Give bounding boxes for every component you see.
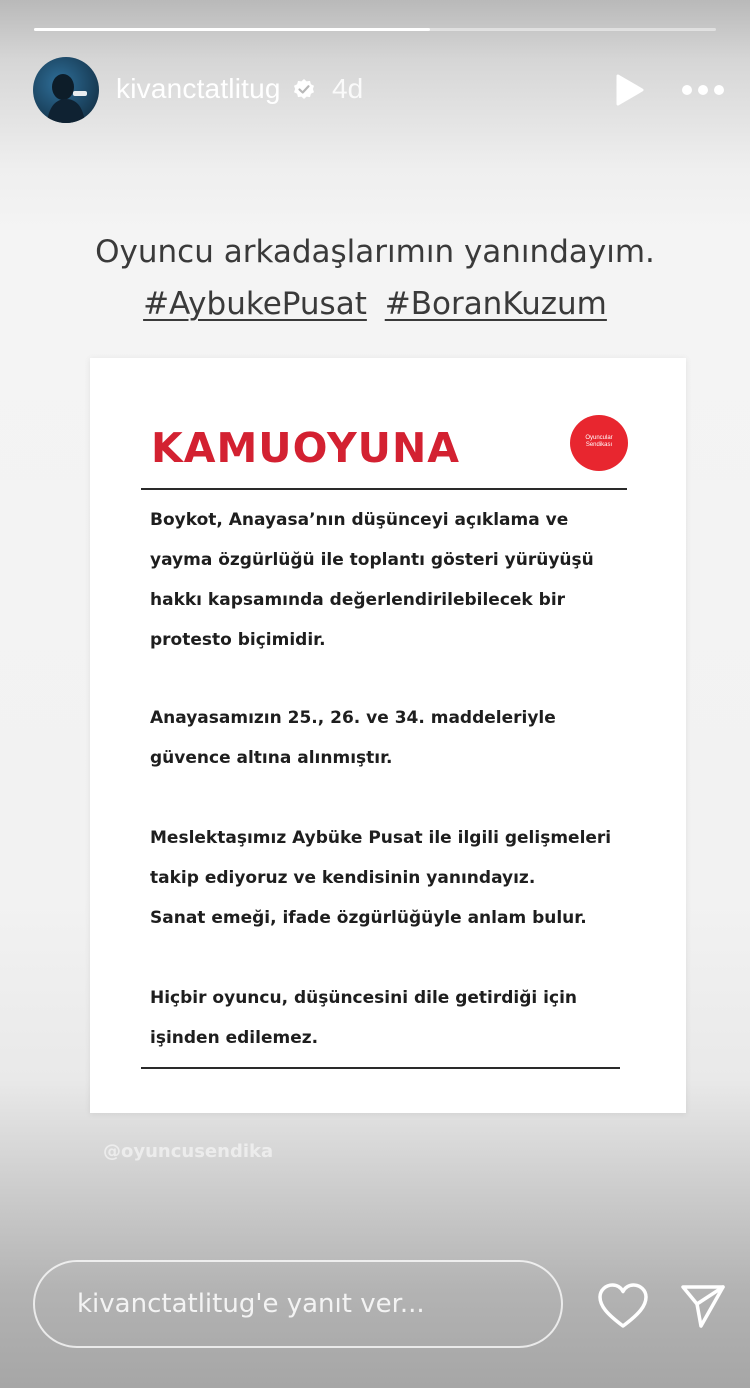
paragraph-line: işinden edilemez. bbox=[150, 1028, 319, 1048]
statement-paragraph-1 bbox=[150, 500, 594, 660]
avatar[interactable] bbox=[33, 57, 99, 123]
paragraph-line: güvence altına alınmıştır. bbox=[150, 748, 393, 768]
play-icon[interactable] bbox=[612, 73, 646, 107]
paragraph-line: Anayasamızın 25., 26. ve 34. maddeleriyle bbox=[150, 708, 556, 728]
story-username[interactable]: kivanctatlitug bbox=[116, 73, 281, 104]
union-logo bbox=[570, 415, 628, 471]
divider-bottom bbox=[141, 1067, 620, 1069]
paragraph-line: Meslektaşımız Aybüke Pusat ile ilgili gelişmeleri bbox=[150, 828, 612, 848]
paragraph-line: yayma özgürlüğü ile toplantı gösteri yürüyüşü bbox=[150, 550, 594, 570]
logo-text-line2: Sendikası bbox=[585, 442, 613, 448]
send-icon[interactable] bbox=[679, 1282, 727, 1330]
story-progress-bar bbox=[34, 28, 716, 31]
paragraph-line: Hiçbir oyuncu, düşüncesini dile getirdiği için bbox=[150, 988, 578, 1008]
paragraph-line: hakkı kapsamında değerlendirilebilecek bir bbox=[150, 590, 566, 610]
avatar-image bbox=[33, 57, 99, 123]
hashtag-borankuzum[interactable]: #BoranKuzum bbox=[384, 286, 607, 322]
story-caption bbox=[0, 226, 750, 330]
paragraph-line: takip ediyoruz ve kendisinin yanındayız. bbox=[150, 868, 536, 888]
verified-badge-icon bbox=[292, 78, 316, 102]
caption-hashtags bbox=[0, 278, 750, 330]
hashtag-aybukepusat[interactable]: #AybukePusat bbox=[143, 286, 367, 322]
paragraph-line: protesto biçimidir. bbox=[150, 630, 326, 650]
paragraph-line: Boykot, Anayasa’nın düşünceyi açıklama ve bbox=[150, 510, 569, 530]
statement-paragraph-2 bbox=[150, 698, 556, 778]
heart-icon[interactable] bbox=[597, 1282, 649, 1330]
story-timestamp: 4d bbox=[332, 73, 364, 104]
statement-card bbox=[90, 358, 686, 1113]
story-progress-fill bbox=[34, 28, 430, 31]
statement-title: KAMUOYUNA bbox=[151, 424, 461, 472]
statement-paragraph-4 bbox=[150, 978, 577, 1058]
more-icon[interactable] bbox=[680, 80, 726, 100]
divider-top bbox=[141, 488, 627, 490]
source-watermark: @oyuncusendika bbox=[103, 1141, 274, 1162]
statement-paragraph-3 bbox=[150, 818, 611, 938]
logo-text-line1: Oyuncular bbox=[585, 435, 613, 441]
caption-text: Oyuncu arkadaşlarımın yanındayım. bbox=[95, 234, 655, 270]
paragraph-line: Sanat emeği, ifade özgürlüğüyle anlam bulur. bbox=[150, 908, 587, 928]
reply-input[interactable] bbox=[33, 1260, 563, 1348]
